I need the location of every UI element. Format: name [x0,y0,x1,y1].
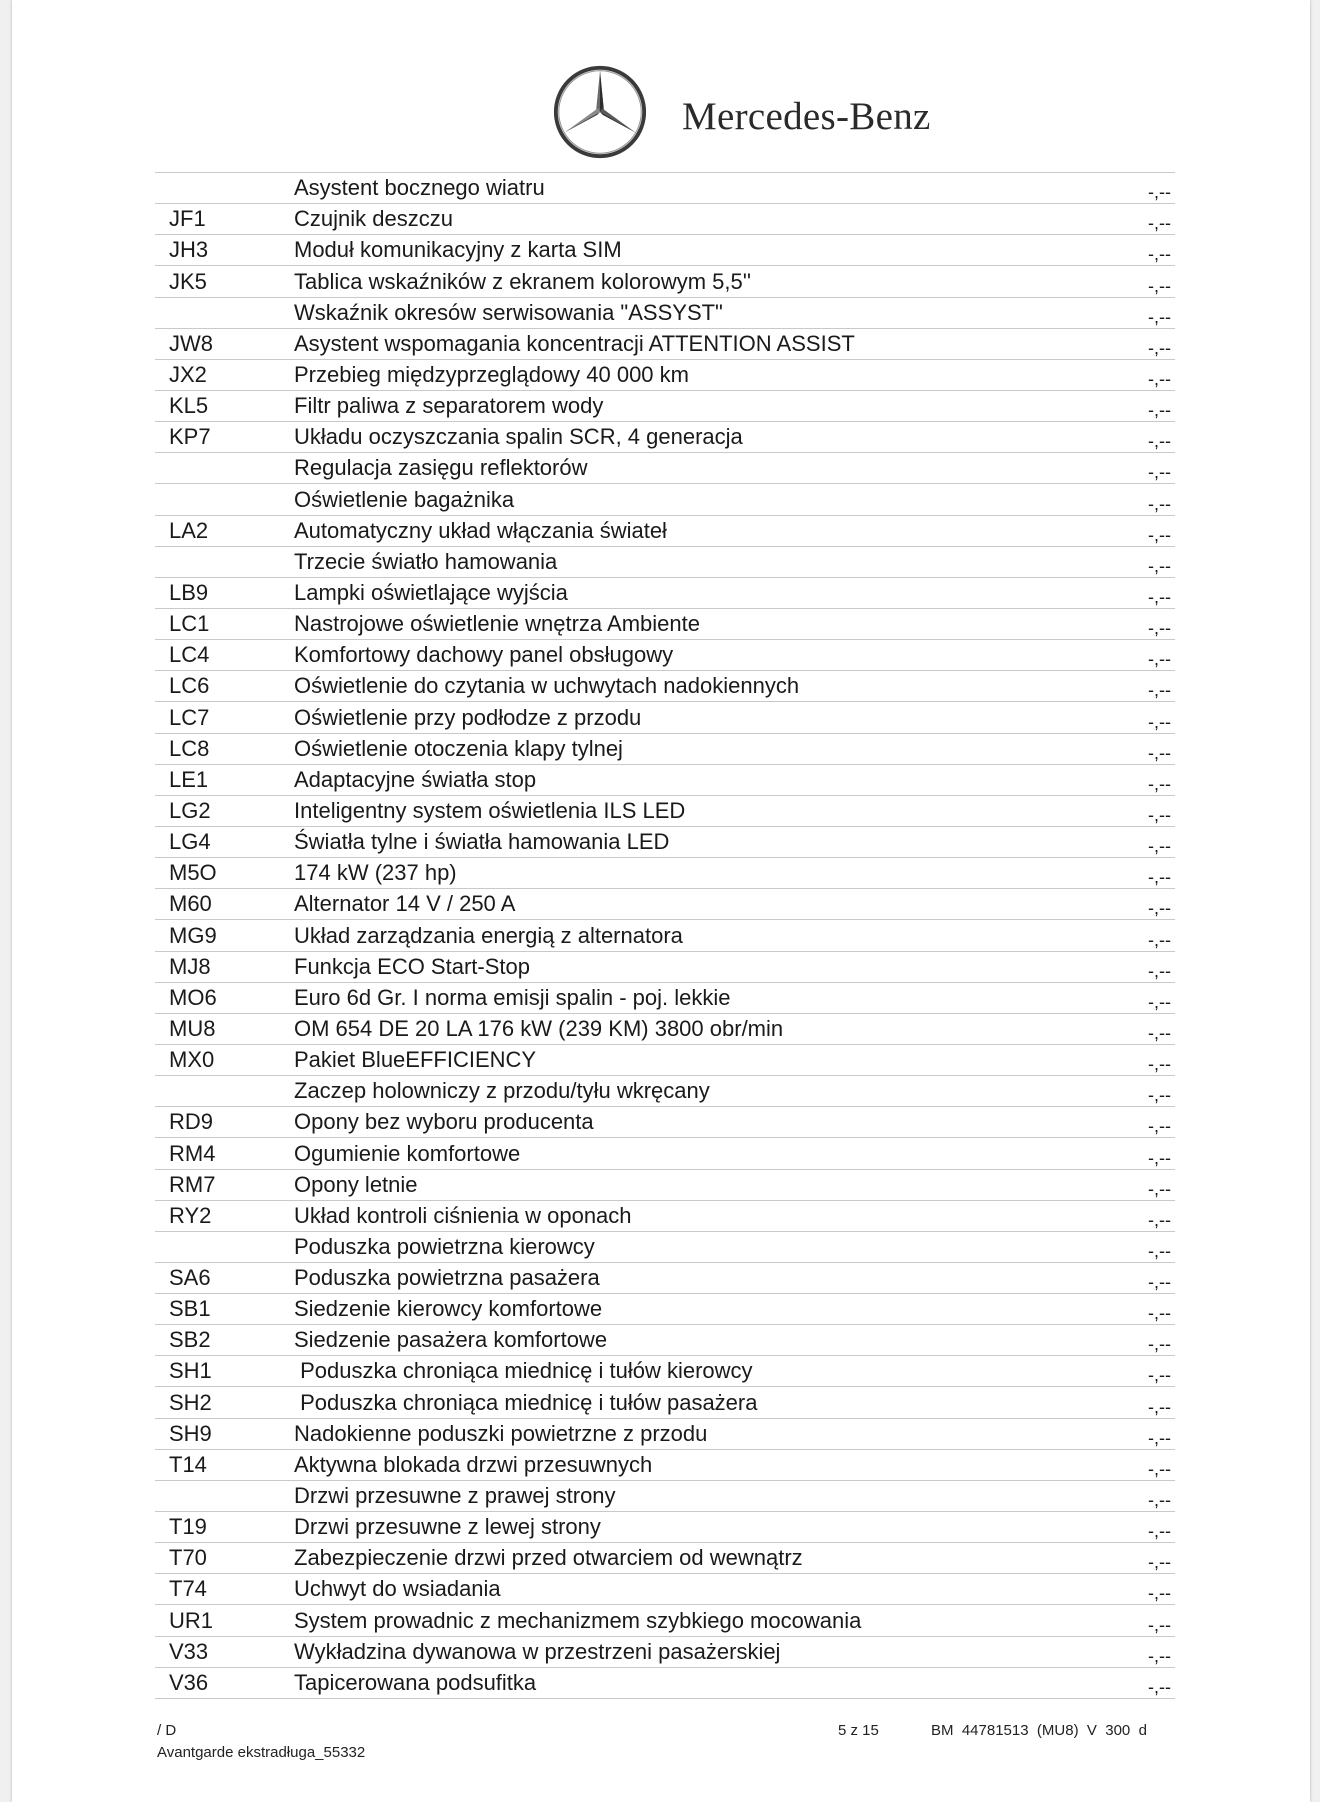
table-row [155,1232,1175,1263]
table-row [155,796,1175,827]
option-description: Asystent bocznego wiatru [294,175,545,201]
option-code: KL5 [169,393,209,419]
option-code: LB9 [169,579,209,605]
option-price: -,-- [1148,1054,1171,1075]
option-description: Układu oczyszczania spalin SCR, 4 generacja [294,424,743,450]
option-price: -,-- [1148,1272,1171,1293]
footer-code: / D [157,1722,177,1739]
option-price: -,-- [1148,773,1171,794]
table-row [155,734,1175,765]
option-price: -,-- [1148,1676,1171,1697]
table-row [155,1605,1175,1636]
table-row [155,1170,1175,1201]
table-row [155,578,1175,609]
option-description: Funkcja ECO Start-Stop [294,953,530,979]
option-code: SH1 [169,1358,212,1384]
option-price: -,-- [1148,1085,1171,1106]
option-code: LC6 [169,673,210,699]
option-description: Siedzenie kierowcy komfortowe [294,1296,603,1322]
equipment-table [155,172,1175,1699]
option-description: Oświetlenie przy podłodze z przodu [294,704,642,730]
table-row [155,1481,1175,1512]
table-row [155,329,1175,360]
option-price: -,-- [1148,1147,1171,1168]
option-code: LC4 [169,642,210,668]
option-description: Lampki oświetlające wyjścia [294,579,568,605]
option-code: JH3 [169,237,209,263]
option-price: -,-- [1148,1552,1171,1573]
option-price: -,-- [1148,618,1171,639]
option-description: Regulacja zasięgu reflektorów [294,455,588,481]
table-row [155,952,1175,983]
option-price: -,-- [1148,929,1171,950]
option-price: -,-- [1148,337,1171,358]
option-price: -,-- [1148,898,1171,919]
table-row [155,235,1175,266]
option-price: -,-- [1148,680,1171,701]
option-code: T19 [169,1514,207,1540]
option-code: M60 [169,891,212,917]
table-row [155,453,1175,484]
option-price: -,-- [1148,524,1171,545]
option-description: Drzwi przesuwne z prawej strony [294,1483,616,1509]
option-price: -,-- [1148,711,1171,732]
option-code: LG4 [169,829,211,855]
brand-header [552,58,972,168]
option-price: -,-- [1148,213,1171,234]
option-code: RD9 [169,1109,214,1135]
table-row [155,204,1175,235]
option-code: SB2 [169,1327,211,1353]
option-code: MG9 [169,922,217,948]
option-description: Opony letnie [294,1171,418,1197]
option-description: Układ zarządzania energią z alternatora [294,922,683,948]
option-price: -,-- [1148,586,1171,607]
table-row [155,547,1175,578]
option-price: -,-- [1148,1303,1171,1324]
option-price: -,-- [1148,1583,1171,1604]
option-description: 174 kW (237 hp) [294,860,457,886]
option-description: Ogumienie komfortowe [294,1140,521,1166]
option-code: KP7 [169,424,211,450]
option-price: -,-- [1148,1178,1171,1199]
table-row [155,1014,1175,1045]
option-price: -,-- [1148,431,1171,452]
option-description: Tablica wskaźników z ekranem kolorowym 5,5'' [294,268,752,294]
option-description: Oświetlenie do czytania w uchwytach nadokiennych [294,673,800,699]
option-code: UR1 [169,1607,214,1633]
option-description: Alternator 14 V / 250 A [294,891,516,917]
table-row [155,1356,1175,1387]
option-code: T70 [169,1545,207,1571]
table-row [155,1138,1175,1169]
option-description: Automatyczny układ włączania świateł [294,517,667,543]
option-description: OM 654 DE 20 LA 176 kW (239 KM) 3800 obr/min [294,1015,784,1041]
option-code: RY2 [169,1202,212,1228]
footer-model: Avantgarde ekstradługa_55332 [157,1744,366,1761]
option-description: Adaptacyjne światła stop [294,766,537,792]
option-price: -,-- [1148,306,1171,327]
option-description: Trzecie światło hamowania [294,548,558,574]
option-price: -,-- [1148,991,1171,1012]
option-description: Asystent wspomagania koncentracji ATTENTION ASSIST [294,330,855,356]
option-code: SA6 [169,1265,211,1291]
brand-name: Mercedes-Benz [682,95,931,138]
option-description: Zaczep holowniczy z przodu/tyłu wkręcany [294,1078,710,1104]
option-price: -,-- [1148,960,1171,981]
table-row [155,920,1175,951]
table-row [155,1450,1175,1481]
option-code: SH2 [169,1389,212,1415]
option-price: -,-- [1148,1490,1171,1511]
option-description: System prowadnic z mechanizmem szybkiego mocowania [294,1607,862,1633]
option-code: LG2 [169,797,211,823]
table-row [155,360,1175,391]
document-page [12,0,1310,1802]
option-code: MJ8 [169,953,211,979]
option-price: -,-- [1148,493,1171,514]
option-price: -,-- [1148,1396,1171,1417]
option-description: Czujnik deszczu [294,206,453,232]
option-price: -,-- [1148,649,1171,670]
option-code: V36 [169,1669,209,1695]
table-row [155,516,1175,547]
option-description: Światła tylne i światła hamowania LED [294,829,670,855]
option-code: LC1 [169,611,210,637]
table-row [155,1263,1175,1294]
option-price: -,-- [1148,1209,1171,1230]
option-code: MX0 [169,1047,215,1073]
option-price: -,-- [1148,1334,1171,1355]
option-code: RM7 [169,1171,216,1197]
option-description: Oświetlenie otoczenia klapy tylnej [294,735,623,761]
option-description: Wskaźnik okresów serwisowania "ASSYST" [294,299,723,325]
table-row [155,1387,1175,1418]
watermark-logo: otomoto [22,1768,140,1798]
option-code: MU8 [169,1015,216,1041]
page-number: 5 z 15 [838,1722,879,1739]
option-code: T14 [169,1451,207,1477]
table-row [155,1668,1175,1699]
table-row [155,391,1175,422]
option-price: -,-- [1148,867,1171,888]
option-price: -,-- [1148,1022,1171,1043]
table-row [155,266,1175,297]
table-row [155,173,1175,204]
option-description: Zabezpieczenie drzwi przed otwarciem od wewnątrz [294,1545,803,1571]
option-description: Poduszka powietrzna pasażera [294,1265,600,1291]
option-code: SH9 [169,1420,212,1446]
option-price: -,-- [1148,244,1171,265]
table-row [155,298,1175,329]
option-code: LA2 [169,517,209,543]
table-row [155,1637,1175,1668]
option-price: -,-- [1148,1427,1171,1448]
option-price: -,-- [1148,400,1171,421]
option-price: -,-- [1148,555,1171,576]
option-code: JF1 [169,206,206,232]
table-row [155,827,1175,858]
option-code: LC7 [169,704,210,730]
option-price: -,-- [1148,368,1171,389]
table-row [155,422,1175,453]
option-code: LC8 [169,735,210,761]
table-row [155,765,1175,796]
table-row [155,1076,1175,1107]
table-row [155,1543,1175,1574]
option-code: MO6 [169,984,217,1010]
table-row [155,858,1175,889]
option-code: RM4 [169,1140,216,1166]
option-code: V33 [169,1638,209,1664]
mercedes-star-logo-icon [552,64,648,160]
option-description: Poduszka chroniąca miednicę i tułów pasażera [294,1389,758,1415]
option-description: Przebieg międzyprzeglądowy 40 000 km [294,361,689,387]
option-description: Nastrojowe oświetlenie wnętrza Ambiente [294,611,700,637]
option-description: Poduszka chroniąca miednicę i tułów kierowcy [294,1358,753,1384]
option-description: Filtr paliwa z separatorem wody [294,393,604,419]
table-row [155,1325,1175,1356]
option-price: -,-- [1148,1614,1171,1635]
table-row [155,702,1175,733]
option-description: Uchwyt do wsiadania [294,1576,501,1602]
option-description: Siedzenie pasażera komfortowe [294,1327,608,1353]
option-description: Wykładzina dywanowa w przestrzeni pasażerskiej [294,1638,781,1664]
option-price: -,-- [1148,1116,1171,1137]
table-row [155,1201,1175,1232]
table-row [155,1574,1175,1605]
option-price: -,-- [1148,1365,1171,1386]
option-description: Tapicerowana podsufitka [294,1669,537,1695]
table-row [155,640,1175,671]
option-description: Nadokienne poduszki powietrzne z przodu [294,1420,708,1446]
option-price: -,-- [1148,182,1171,203]
option-code: SB1 [169,1296,211,1322]
option-code: JK5 [169,268,207,294]
table-row [155,1045,1175,1076]
option-description: Inteligentny system oświetlenia ILS LED [294,797,686,823]
table-row [155,889,1175,920]
option-price: -,-- [1148,742,1171,763]
option-description: Drzwi przesuwne z lewej strony [294,1514,601,1540]
table-row [155,1419,1175,1450]
option-description: Opony bez wyboru producenta [294,1109,594,1135]
option-code: T74 [169,1576,207,1602]
option-code: M5O [169,860,217,886]
option-description: Euro 6d Gr. I norma emisji spalin - poj. lekkie [294,984,731,1010]
table-row [155,1107,1175,1138]
option-price: -,-- [1148,1458,1171,1479]
table-row [155,1294,1175,1325]
option-description: Układ kontroli ciśnienia w oponach [294,1202,632,1228]
option-price: -,-- [1148,836,1171,857]
option-description: Poduszka powietrzna kierowcy [294,1233,595,1259]
option-code: JW8 [169,330,213,356]
option-price: -,-- [1148,804,1171,825]
table-row [155,983,1175,1014]
table-row [155,1512,1175,1543]
option-description: Moduł komunikacyjny z karta SIM [294,237,622,263]
option-price: -,-- [1148,1645,1171,1666]
option-price: -,-- [1148,1521,1171,1542]
option-description: Komfortowy dachowy panel obsługowy [294,642,674,668]
option-description: Pakiet BlueEFFICIENCY [294,1047,537,1073]
option-code: LE1 [169,766,209,792]
table-row [155,609,1175,640]
table-row [155,484,1175,515]
option-code: JX2 [169,361,207,387]
option-price: -,-- [1148,275,1171,296]
option-price: -,-- [1148,1240,1171,1261]
option-price: -,-- [1148,462,1171,483]
table-row [155,671,1175,702]
option-description: Oświetlenie bagażnika [294,486,515,512]
footer-reference: BM 44781513 (MU8) V 300 d [931,1722,1147,1739]
option-description: Aktywna blokada drzwi przesuwnych [294,1451,653,1477]
